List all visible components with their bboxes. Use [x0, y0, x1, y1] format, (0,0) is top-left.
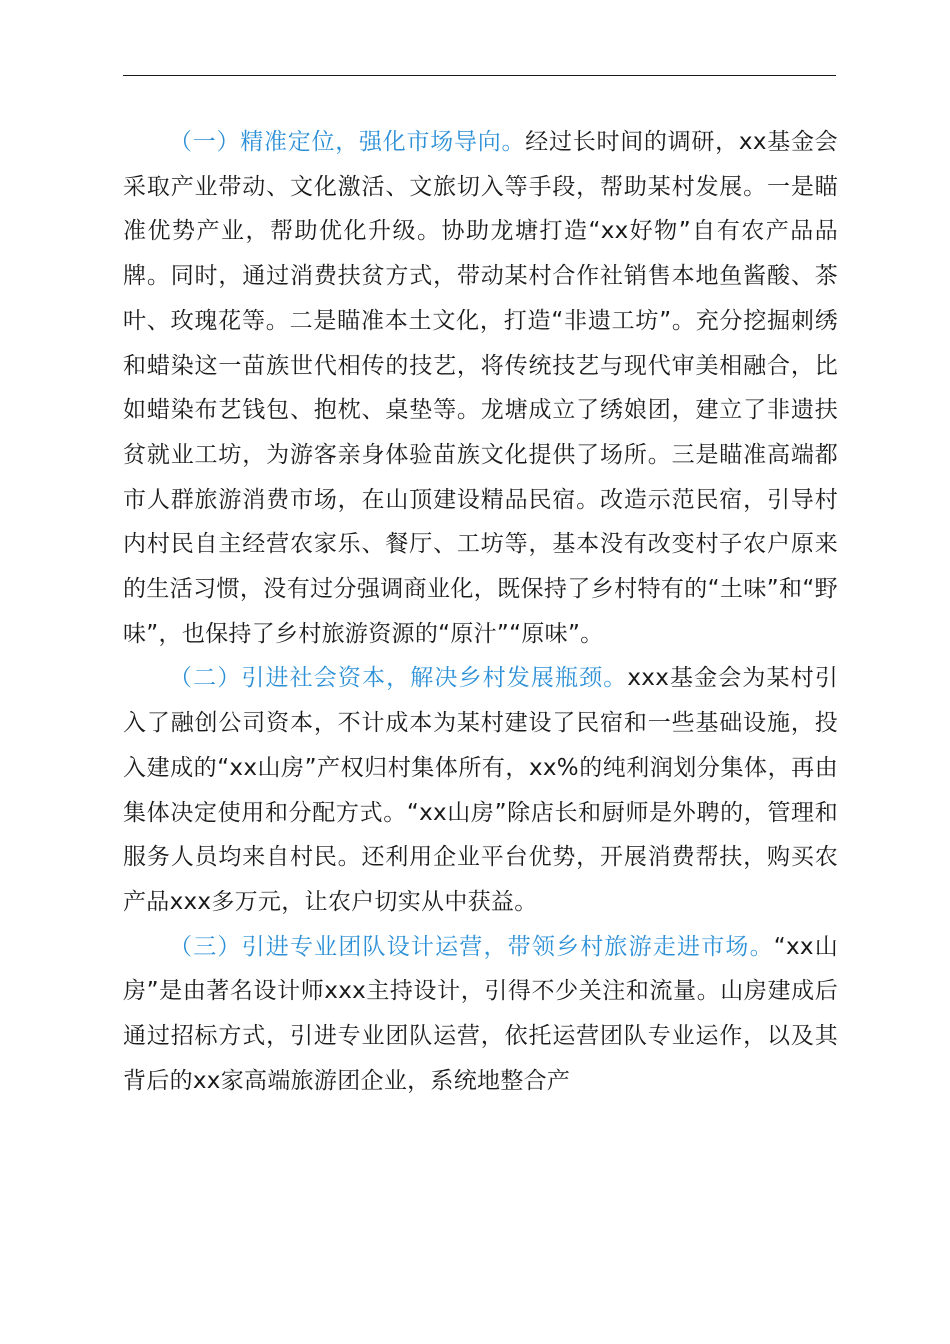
section-heading-1: （一）精准定位，强化市场导向。 — [169, 129, 526, 155]
header-rule — [123, 75, 836, 76]
paragraph-body-1: 经过长时间的调研，xx基金会采取产业带动、文化激活、文旅切入等手段，帮助某村发展。一是瞄准优势产业，帮助优化升级。协助龙塘打造“xx好物”自有农产品品牌。同时，通过消费扶贫方式，带动某村合作社销售本地鱼酱酸、茶叶、玫瑰花等。二是瞄准本土文化，打造“非遗工坊”。充分挖掘刺绣和蜡染这一苗族世代相传的技艺，将传统技艺与现代审美相融合，比如蜡染布艺钱包、抱枕、桌垫等。龙塘成立了绣娘团，建立了非遗扶贫就业工坊，为游客亲身体验苗族文化提供了场所。三是瞄准高端都市人群旅游消费市场，在山顶建设精品民宿。改造示范民宿，引导村内村民自主经营农家乐、餐厅、工坊等，基本没有改变村子农户原来的生活习惯，没有过分强调商业化，既保持了乡村特有的“土味”和“野味”，也保持了乡村旅游资源的“原汁”“原味”。 — [123, 129, 838, 647]
paragraph-1 — [123, 120, 838, 656]
paragraph-body-2: xxx基金会为某村引入了融创公司资本，不计成本为某村建设了民宿和一些基础设施，投入建成的“xx山房”产权归村集体所有，xx%的纯利润划分集体，再由集体决定使用和分配方式。“xx山房”除店长和厨师是外聘的，管理和服务人员均来自村民。还利用企业平台优势，开展消费帮扶，购买农产品xxx多万元，让农户切实从中获益。 — [123, 665, 839, 915]
document-body — [123, 120, 838, 1103]
paragraph-2 — [123, 656, 838, 924]
section-heading-2: （二）引进社会资本，解决乡村发展瓶颈。 — [169, 665, 628, 692]
paragraph-3 — [123, 925, 838, 1104]
paragraph-body-3: “xx山房”是由著名设计师xxx主持设计，引得不少关注和流量。山房建成后通过招标方式，引进专业团队运营，依托运营团队专业运作，以及其背后的xx家高端旅游团企业，系统地整合产 — [123, 933, 838, 1094]
section-heading-3: （三）引进专业团队设计运营，带领乡村旅游走进市场。 — [169, 933, 774, 960]
